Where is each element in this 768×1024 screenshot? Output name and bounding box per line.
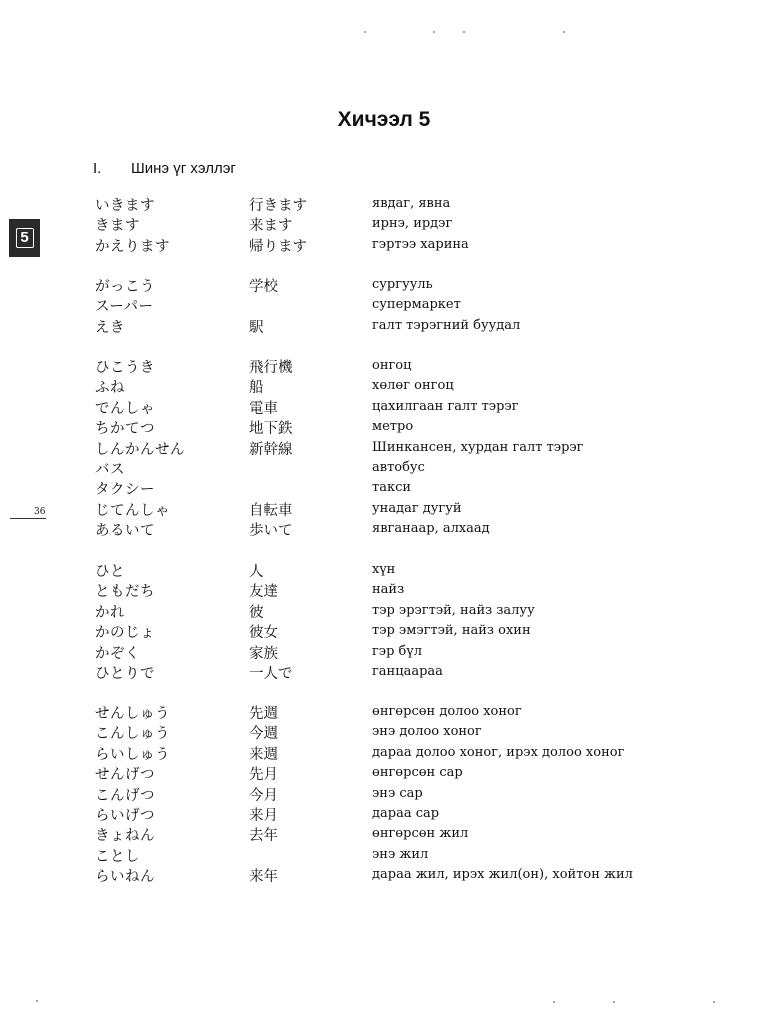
vocab-kana: ともだち (95, 584, 155, 601)
vocab-meaning: дараа жил, ирэх жил(он), хойтон жил (372, 867, 633, 883)
vocab-kanji: 去年 (249, 828, 278, 845)
vocab-meaning: дараа долоо хоног, ирэх долоо хоног (372, 744, 625, 760)
chapter-tab-number: 5 (16, 228, 34, 248)
vocab-kana: あるいて (95, 523, 155, 540)
vocab-row (0, 763, 768, 783)
scan-speck (713, 1001, 715, 1003)
vocab-meaning: явдаг, явна (372, 196, 451, 211)
vocab-row (0, 519, 768, 539)
vocab-meaning: унадаг дугуй (372, 500, 462, 516)
vocab-kana: きます (95, 218, 140, 235)
vocab-row (0, 580, 768, 600)
vocab-row (0, 784, 768, 804)
vocab-row (0, 642, 768, 662)
vocab-meaning: энэ сар (372, 785, 423, 801)
vocab-meaning: такси (372, 480, 412, 496)
vocab-meaning: өнгөрсөн долоо хоног (372, 704, 522, 719)
vocab-row (0, 804, 768, 824)
vocab-kanji: 一人で (249, 666, 293, 682)
vocab-row (0, 194, 768, 214)
vocab-row (0, 397, 768, 417)
vocab-kanji: 来ます (249, 218, 293, 235)
vocab-meaning: тэр эмэгтэй, найз охин (372, 623, 531, 639)
vocab-row (0, 865, 768, 885)
vocab-meaning: цахилгаан галт тэрэг (372, 398, 519, 414)
vocab-kanji: 家族 (249, 645, 278, 662)
vocab-kana: いきます (95, 198, 155, 214)
vocab-kana: きょねん (95, 828, 155, 845)
vocab-kana: らいげつ (95, 808, 155, 824)
scan-speck (463, 31, 465, 33)
scan-speck (613, 1001, 615, 1003)
vocab-kanji: 新幹線 (249, 441, 293, 458)
vocab-kanji: 彼女 (249, 625, 278, 642)
vocab-kanji: 駅 (249, 319, 264, 336)
vocab-kana: ひと (95, 564, 125, 580)
vocab-kana: かえります (95, 238, 170, 255)
vocab-kana: かぞく (95, 645, 140, 662)
section-number: I. (93, 160, 102, 177)
vocab-kana: ちかてつ (95, 421, 155, 438)
vocab-meaning: өнгөрсөн сар (372, 765, 463, 781)
vocab-kana: えき (95, 319, 125, 336)
vocab-kanji: 今週 (249, 726, 278, 743)
vocab-row (0, 356, 768, 376)
vocab-kana: かれ (95, 604, 125, 621)
vocab-row (0, 702, 768, 722)
vocab-kana: スーパー (95, 299, 154, 316)
page-number: 36 (34, 507, 46, 517)
vocab-kanji: 帰ります (249, 238, 307, 255)
lesson-title: Хичээл 5 (337, 108, 431, 131)
vocab-row (0, 316, 768, 336)
vocab-kana: ことし (95, 848, 140, 865)
vocab-kanji: 先週 (249, 706, 278, 722)
scan-speck (36, 1000, 38, 1002)
vocab-meaning: явганаар, алхаад (372, 521, 490, 537)
vocab-kana: がっこう (95, 279, 155, 295)
vocab-meaning: галт тэрэгний буудал (372, 317, 521, 333)
vocab-kanji: 人 (249, 564, 264, 580)
vocab-meaning: ганцаараа (372, 664, 443, 679)
vocab-row (0, 295, 768, 315)
vocab-kana: こんげつ (95, 787, 155, 804)
vocab-meaning: гэр бүл (372, 643, 422, 659)
vocab-meaning: Шинкансен, хурдан галт тэрэг (372, 439, 584, 455)
scan-speck (433, 31, 435, 33)
vocab-kana: ひとりで (95, 666, 155, 682)
vocab-meaning: автобус (372, 460, 425, 475)
vocab-kanji: 船 (249, 380, 264, 397)
vocab-kanji: 彼 (249, 604, 264, 621)
vocab-kanji: 自転車 (249, 502, 293, 519)
vocab-row (0, 722, 768, 742)
vocab-kanji: 来月 (249, 808, 278, 824)
vocab-kana: こんしゅう (95, 726, 170, 743)
vocab-kana: じてんしゃ (95, 502, 170, 519)
vocab-kanji: 行きます (249, 198, 307, 214)
vocab-meaning: онгоц (372, 358, 412, 373)
vocab-kana: らいねん (95, 869, 155, 886)
vocab-kana: タクシー (95, 482, 155, 499)
vocab-row (0, 601, 768, 621)
vocab-kanji: 今月 (249, 787, 278, 804)
vocab-meaning: энэ жил (372, 846, 429, 862)
vocab-row (0, 376, 768, 396)
vocab-kana: でんしゃ (95, 400, 155, 417)
vocab-row (0, 438, 768, 458)
vocab-kana: かのじょ (95, 625, 155, 642)
vocab-row (0, 499, 768, 519)
vocab-row (0, 458, 768, 478)
vocab-meaning: метро (372, 419, 414, 435)
vocab-kanji: 学校 (249, 279, 278, 295)
vocab-row (0, 478, 768, 498)
vocab-meaning: гэртээ харина (372, 236, 469, 252)
vocab-row (0, 560, 768, 580)
vocab-meaning: энэ долоо хоног (372, 724, 482, 740)
vocab-meaning: найз (372, 582, 405, 598)
vocab-meaning: сургууль (372, 277, 433, 292)
vocab-meaning: өнгөрсөн жил (372, 826, 469, 842)
scan-speck (563, 31, 565, 33)
vocab-kana: しんかんせん (95, 441, 185, 458)
vocab-kana: らいしゅう (95, 746, 170, 763)
vocab-kanji: 来年 (249, 869, 278, 886)
vocab-kanji: 先月 (249, 767, 278, 784)
vocab-kanji: 友達 (249, 584, 278, 601)
vocab-kana: ふね (95, 380, 125, 397)
vocab-kanji: 電車 (249, 400, 278, 417)
vocab-meaning: хөлөг онгоц (372, 378, 454, 394)
vocab-meaning: ирнэ, ирдэг (372, 216, 453, 232)
vocab-meaning: дараа сар (372, 806, 440, 821)
vocab-kanji: 地下鉄 (249, 421, 293, 438)
vocab-kana: バス (95, 462, 125, 478)
vocab-row (0, 417, 768, 437)
vocab-meaning: тэр эрэгтэй, найз залуу (372, 602, 535, 618)
vocab-row (0, 621, 768, 641)
vocab-row (0, 214, 768, 234)
vocab-row (0, 275, 768, 295)
section-title: Шинэ үг хэллэг (131, 160, 236, 177)
vocab-row (0, 662, 768, 682)
vocab-row (0, 824, 768, 844)
vocab-kanji: 来週 (249, 746, 278, 763)
vocab-kanji: 飛行機 (249, 360, 293, 376)
vocab-kana: せんしゅう (95, 706, 170, 722)
scan-speck (553, 1001, 555, 1003)
vocab-row (0, 235, 768, 255)
vocab-meaning: хүн (372, 562, 396, 577)
vocab-kana: せんげつ (95, 767, 155, 784)
vocab-kanji: 歩いて (249, 523, 293, 540)
vocab-row (0, 743, 768, 763)
vocab-meaning: супермаркет (372, 297, 461, 313)
vocab-kana: ひこうき (95, 360, 155, 376)
scan-speck (364, 31, 366, 33)
vocab-row (0, 845, 768, 865)
